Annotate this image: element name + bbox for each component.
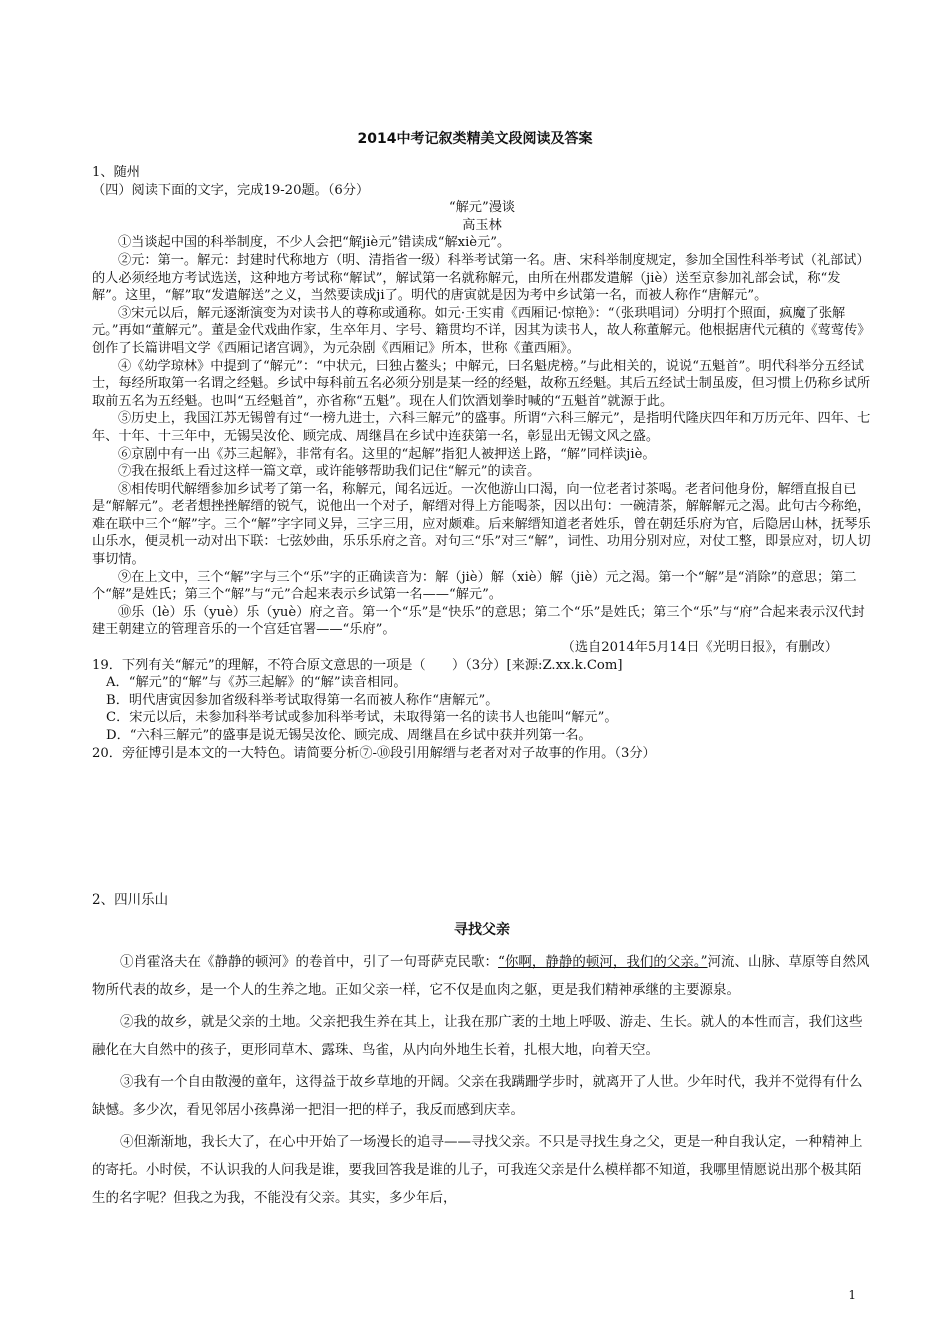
paragraph: ⑦我在报纸上看过这样一篇文章，或许能够帮助我们记住“解元”的读音。 [118,464,541,480]
question-19: 19．下列有关“解元”的理解，不符合原文意思的一项是（ ）（3分）[来源:Z.xx.k.Com] [92,657,623,673]
option-d: D．“六科三解元”的盛事是说无锡吴汝伦、顾完成、周继昌在乡试中获并列第一名。 [106,728,592,743]
paragraph: ⑩乐（lè）乐（yuè）乐（yuè）府之音。第一个“乐”是“快乐”的意思；第二个“乐”是姓氏；第三个“乐”与“府”合起来表示汉代封建王朝建立的管理音乐的一个宫廷官署——“乐府”。 [92,604,865,638]
underlined-quote: “你啊，静静的顿河，我们的父亲。” [498,954,708,970]
article-title: “解元”漫谈 [448,200,516,216]
page-number: 1 [848,1288,856,1302]
option-b: B．明代唐寅因参加省级科举考试取得第一名而被人称作“唐解元”。 [106,692,499,708]
paragraph-lead: ①肖霍洛夫在《静静的顿河》的卷首中，引了一句哥萨克民歌： [120,954,498,970]
option-c: C．宋元以后，未参加科举考试或参加科举考试，未取得第一名的读书人也能叫“解元”。 [106,710,618,726]
instruction: （四）阅读下面的文字，完成19-20题。（6分） [92,182,370,198]
section-leshan [92,888,872,1216]
question-20: 20．旁征博引是本文的一大特色。请简要分析⑦-⑩段引用解缙与老者对对子故事的作用。（3分） [92,745,656,761]
paragraph: ②元：第一。解元：封建时代称地方（明、清指省一级）科举考试第一名。唐、宋科举制度规定，参加全国性科举考试（礼部试）的人必须经地方考试选送，这种地方考试称“解试”，解试第一名就称解元，由所在州郡发遣解（jiè）送至京参加礼部会试，称“发解”。这里，“解”取“发遣解送”之义，当然要读成ji了。明代的唐寅就是因为考中乡试第一名，而被人称作“唐解元”。 [92,252,870,304]
paragraph: ⑤历史上，我国江苏无锡曾有过“一榜九进士，六科三解元”的盛事。所谓“六科三解元”，是指明代隆庆四年和万历元年、四年、七年、十年、十三年中，无锡吴汝伦、顾完成、周继昌在乡试中连获第一名，彰显出无锡文风之盛。 [92,411,871,444]
section-header: 1、随州 [92,165,140,180]
option-a: A．“解元”的“解”与《苏三起解》的“解”读音相同。 [106,675,407,691]
article-author: 高玉林 [462,217,502,233]
paragraph: ①当谈起中国的科举制度，不少人会把“解jiè元”错读成“解xiè元”。 [118,235,511,251]
paragraph: ⑨在上文中，三个“解”字与三个“乐”字的正确读音为：解（jiè）解（xiè）解（jiè）元之渴。第一个“解”是“消除”的意思；第二个“解”是姓氏；第三个“解”与“元”合起来表示乡试第一名——“解元”。 [92,569,857,603]
section-suizhou [92,164,872,762]
paragraph: ②我的故乡，就是父亲的土地。父亲把我生养在其上，让我在那广袤的土地上呼吸、游走、生长。就人的本性而言，我们这些融化在大自然中的孩子，更形同草木、露珠、鸟雀，从内向外地生长着，扎根大地，向着天空。 [92,1014,863,1058]
paragraph: ⑥京剧中有一出《苏三起解》，非常有名。这里的“起解”指犯人被押送上路，“解”同样读jiè。 [118,446,656,462]
paragraph: ③我有一个自由散漫的童年，这得益于故乡草地的开阔。父亲在我蹒跚学步时，就离开了人世。少年时代，我并不觉得有什么缺憾。多少次，看见邻居小孩鼻涕一把泪一把的样子，我反而感到庆幸。 [92,1074,863,1118]
paragraph [92,948,872,1004]
paragraph: ④《幼学琼林》中提到了“解元”：“中状元，曰独占鳌头；中解元，曰名魁虎榜。”与此相关的，说说“五魁首”。明代科举分五经试士，每经所取第一名谓之经魁。乡试中每科前五名必须分别是某一经的经魁，故称五经魁。其后五经试士制虽废，但习惯上仍称乡试所取前五名为五经魁。也叫“五经魁首”，亦省称“五魁”。现在人们饮酒划拳时喊的“五魁首”就源于此。 [92,358,871,409]
paragraph-rest: 河流、山脉、草原等自然风物所代表的故乡，是一个人的生养之地。正如父亲一样，它不仅是血肉之躯，更是我们精神承继的主要源泉。 [92,954,870,998]
section-header: 2、四川乐山 [92,892,169,908]
paragraph: ④但渐渐地，我长大了，在心中开始了一场漫长的追寻——寻找父亲。不只是寻找生身之父，更是一种自我认定，一种精神上的寄托。小时侯，不认识我的人问我是谁，要我回答我是谁的儿子，可我连父亲是什么模样都不知道，我哪里情愿说出那个极其陌生的名字呢？但我之为我，不能没有父亲。其实，多少年后， [92,1134,863,1206]
article-title: 寻找父亲 [454,922,510,938]
paragraph: ③宋元以后，解元逐渐演变为对读书人的尊称或通称。如元·王实甫《西厢记·惊艳》：“（张珙唱词）分明打个照面，疯魔了张解元。”再如“董解元”。董是金代戏曲作家，生卒年月、字号、籍贯均不详，因其为读书人，故人称董解元。他根据唐代元稹的《莺莺传》创作了长篇讲唱文学《西厢记诸宫调》，为元杂剧《西厢记》所本，世称《董西厢》。 [92,305,871,356]
document-title: 2014中考记叙类精美文段阅读及答案 [357,131,593,147]
source-citation: （选自2014年5月14日《光明日报》，有删改） [561,640,838,656]
paragraph: ⑧相传明代解缙参加乡试考了第一名，称解元，闻名远近。一次他游山口渴，向一位老者讨茶喝。老者问他身份，解缙直报自已是“解解元”。老者想挫挫解缙的锐气，说他出一个对子，解缙对得上方能喝茶，因以出句：一碗清茶，解解解元之渴。此句古今称绝，难在联中三个“解”字。三个“解”字字同义异，三字三用，应对颇难。后来解缙知道老者姓乐，曾在朝廷乐府为官，后隐居山林，抚琴乐山乐水，便灵机一动对出下联：七弦妙曲，乐乐乐府之音。对句三“乐”对三“解”，词性、功用分别对应，对仗工整，即景应对，切人切事切情。 [92,481,871,568]
